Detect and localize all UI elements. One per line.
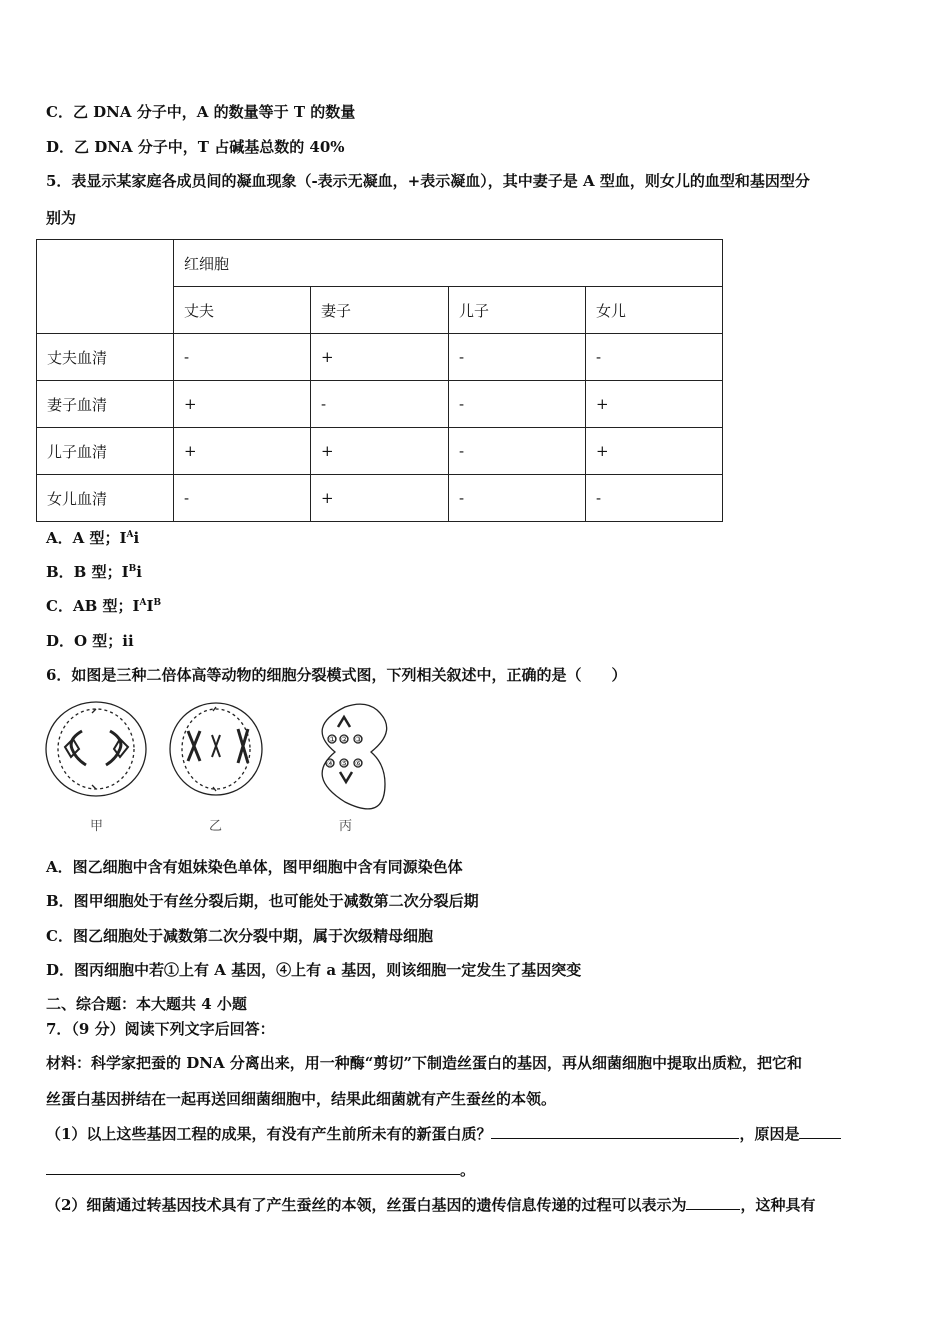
question-7-part-1-cont [46, 1160, 475, 1180]
question-5-stem [46, 171, 810, 191]
q7-part1-end: 。 [460, 1161, 476, 1179]
table-col-header: 儿子 [449, 287, 586, 334]
mark-4: ④ [327, 759, 335, 768]
question-7-material-2: 丝蛋白基因拼结在一起再送回细菌细胞中，结果此细菌就有产生蚕丝的本领。 [46, 1090, 557, 1108]
q6-option-a: A．图乙细胞中含有姐妹染色单体，图甲细胞中含有同源染色体 [46, 858, 463, 876]
row-label: 丈夫血清 [37, 334, 174, 381]
table-col-header: 丈夫 [174, 287, 311, 334]
table-cell: + [586, 381, 723, 428]
table-cell: + [311, 428, 449, 475]
table-cell: - [311, 381, 449, 428]
q5-option-a [46, 528, 139, 548]
table-row [37, 334, 723, 381]
cell-bing [322, 704, 387, 809]
q5-option-c [46, 596, 161, 616]
table-row [37, 475, 723, 522]
question-7-stem: 7．（9 分）阅读下列文字后回答： [46, 1020, 275, 1038]
table-cell: + [174, 381, 311, 428]
table-cell: - [449, 428, 586, 475]
answer-blank[interactable] [491, 1124, 739, 1139]
allele-superscript: B [153, 598, 162, 608]
cell-jia [46, 702, 146, 796]
question-5-stem-cont: 别为 [46, 209, 77, 227]
cell-yi [170, 703, 262, 795]
table-cell: - [449, 381, 586, 428]
q7-part2-end: ，这种具有 [740, 1196, 816, 1214]
table-cell: - [586, 475, 723, 522]
q5-option-d: D．O 型；ii [46, 632, 134, 650]
table-group-header: 红细胞 [174, 240, 723, 287]
agglutination-table [36, 239, 723, 522]
q5-option-a-text: A．A 型；I [46, 529, 127, 547]
option-d-prev: D．乙 DNA 分子中，T 占碱基总数的 40% [46, 138, 345, 156]
table-cell: + [174, 428, 311, 475]
question-7-part-1 [46, 1124, 841, 1144]
figure-label-yi: 乙 [209, 819, 223, 834]
q6-option-c: C．图乙细胞处于减数第二次分裂中期，属于次级精母细胞 [46, 927, 433, 945]
cell-division-figure [40, 697, 400, 815]
mark-2: ② [341, 735, 349, 744]
section-2-heading: 二、综合题：本大题共 4 小题 [46, 995, 247, 1013]
table-row [37, 381, 723, 428]
allele-superscript: A [139, 598, 147, 608]
mark-5: ⑤ [341, 759, 349, 768]
q6-option-b: B．图甲细胞处于有丝分裂后期，也可能处于减数第二次分裂后期 [46, 892, 479, 910]
allele-superscript: A [126, 530, 134, 540]
answer-blank[interactable] [686, 1195, 740, 1210]
row-label: 妻子血清 [37, 381, 174, 428]
table-cell: - [586, 334, 723, 381]
question-6-stem: 6．如图是三种二倍体高等动物的细胞分裂模式图，下列相关叙述中，正确的是（ ） [46, 666, 627, 684]
question-5-stem-text: 5．表显示某家庭各成员间的凝血现象（-表示无凝血，+表示凝血），其中妻子是 A 型血，则女儿的血型和基因型分 [46, 172, 810, 190]
q5-option-a-tail: i [133, 529, 140, 547]
question-7-part-2 [46, 1195, 815, 1215]
answer-blank[interactable] [799, 1124, 841, 1139]
q5-option-c-mid: I [146, 597, 154, 615]
question-7-material-1: 材料：科学家把蚕的 DNA 分离出来，用一种酶“剪切”下制造丝蛋白的基因，再从细菌细胞中提取出质粒，把它和 [46, 1054, 803, 1072]
q5-option-b-text: B．B 型；I [46, 563, 129, 581]
q7-part1-mid: ，原因是 [739, 1125, 800, 1143]
option-c-prev: C．乙 DNA 分子中，A 的数量等于 T 的数量 [46, 103, 356, 121]
table-cell: + [311, 334, 449, 381]
table-row [37, 428, 723, 475]
mark-1: ① [329, 735, 337, 744]
q7-part2-text: （2）细菌通过转基因技术具有了产生蚕丝的本领，丝蛋白基因的遗传信息传递的过程可以表示为 [46, 1196, 687, 1214]
table-col-header: 女儿 [586, 287, 723, 334]
table-cell: - [174, 475, 311, 522]
figure-number-labels [327, 735, 362, 768]
table-cell: + [311, 475, 449, 522]
mark-3: ③ [355, 735, 363, 744]
mark-6: ⑥ [355, 759, 363, 768]
q7-part1-text: （1）以上这些基因工程的成果，有没有产生前所未有的新蛋白质？ [46, 1125, 492, 1143]
table-cell: + [586, 428, 723, 475]
figure-label-jia: 甲 [90, 819, 104, 834]
table-cell: - [449, 334, 586, 381]
q5-option-c-text: C．AB 型；I [46, 597, 140, 615]
answer-blank[interactable] [46, 1160, 460, 1175]
q6-option-d: D．图丙细胞中若①上有 A 基因，④上有 a 基因，则该细胞一定发生了基因突变 [46, 961, 582, 979]
table-cell: - [174, 334, 311, 381]
row-label: 女儿血清 [37, 475, 174, 522]
row-label: 儿子血清 [37, 428, 174, 475]
q5-option-b-tail: i [136, 563, 142, 581]
q5-option-b [46, 562, 142, 582]
table-corner-cell [37, 240, 174, 334]
allele-superscript: B [128, 564, 137, 574]
table-col-header: 妻子 [311, 287, 449, 334]
figure-label-bing: 丙 [339, 819, 353, 834]
table-cell: - [449, 475, 586, 522]
